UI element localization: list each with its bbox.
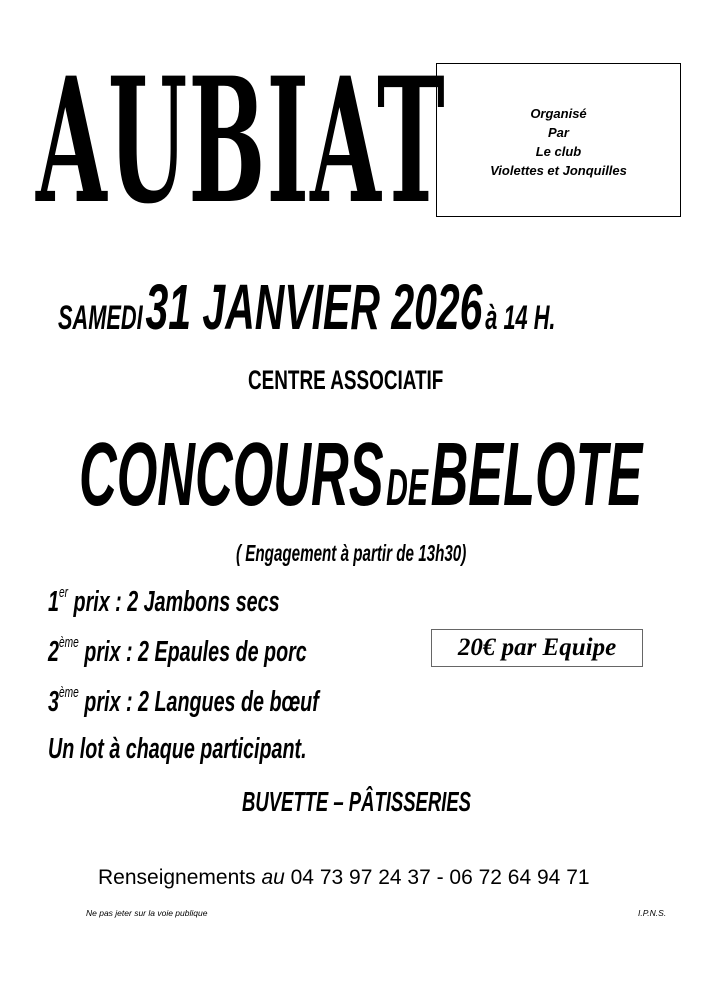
prize-suffix: er (58, 584, 69, 601)
organizer-line-1: Organisé (530, 106, 587, 121)
organizer-box (436, 63, 681, 217)
organizer-line-2: Par (548, 125, 569, 140)
prize-2 (48, 634, 307, 669)
prize-1 (48, 584, 280, 619)
page-title: AUBIAT (36, 39, 446, 242)
prize-3 (48, 684, 319, 719)
prize-rank: 2 (48, 636, 59, 668)
contact-phones: 04 73 97 24 37 - 06 72 64 94 71 (284, 866, 590, 889)
event-day: SAMEDI (58, 299, 143, 337)
prize-suffix: ème (58, 634, 79, 651)
venue: CENTRE ASSOCIATIF (248, 365, 444, 395)
event-time: à 14 H. (485, 299, 556, 337)
contact-info (98, 866, 590, 890)
prize-rank: 1 (48, 586, 59, 618)
contact-au: au (261, 866, 285, 889)
prize-label: prix : 2 Langues de bœuf (78, 686, 319, 718)
event-title-part-1: CONCOURS (79, 425, 384, 525)
prize-rank: 3 (48, 686, 59, 718)
prize-label: prix : 2 Epaules de porc (78, 636, 307, 668)
contact-label: Renseignements (98, 866, 262, 889)
footer-ipns: I.P.N.S. (638, 908, 667, 918)
prize-label: prix : 2 Jambons secs (68, 586, 280, 618)
price-box: 20€ par Equipe (431, 629, 643, 667)
participant-lot: Un lot à chaque participant. (48, 733, 307, 765)
event-date: 31 JANVIER 2026 (145, 271, 483, 343)
organizer-line-4: Violettes et Jonquilles (490, 163, 627, 178)
organizer-line-3: Le club (535, 144, 582, 159)
event-title-part-2: DE (386, 459, 428, 517)
buvette-line: BUVETTE – PÂTISSERIES (242, 786, 471, 817)
event-date-line (58, 270, 707, 344)
event-title (79, 424, 642, 527)
engagement-note: ( Engagement à partir de 13h30) (236, 540, 467, 566)
footer-notice: Ne pas jeter sur la voie publique (86, 908, 208, 918)
event-title-part-3: BELOTE (430, 425, 643, 525)
prize-suffix: ème (58, 684, 79, 701)
